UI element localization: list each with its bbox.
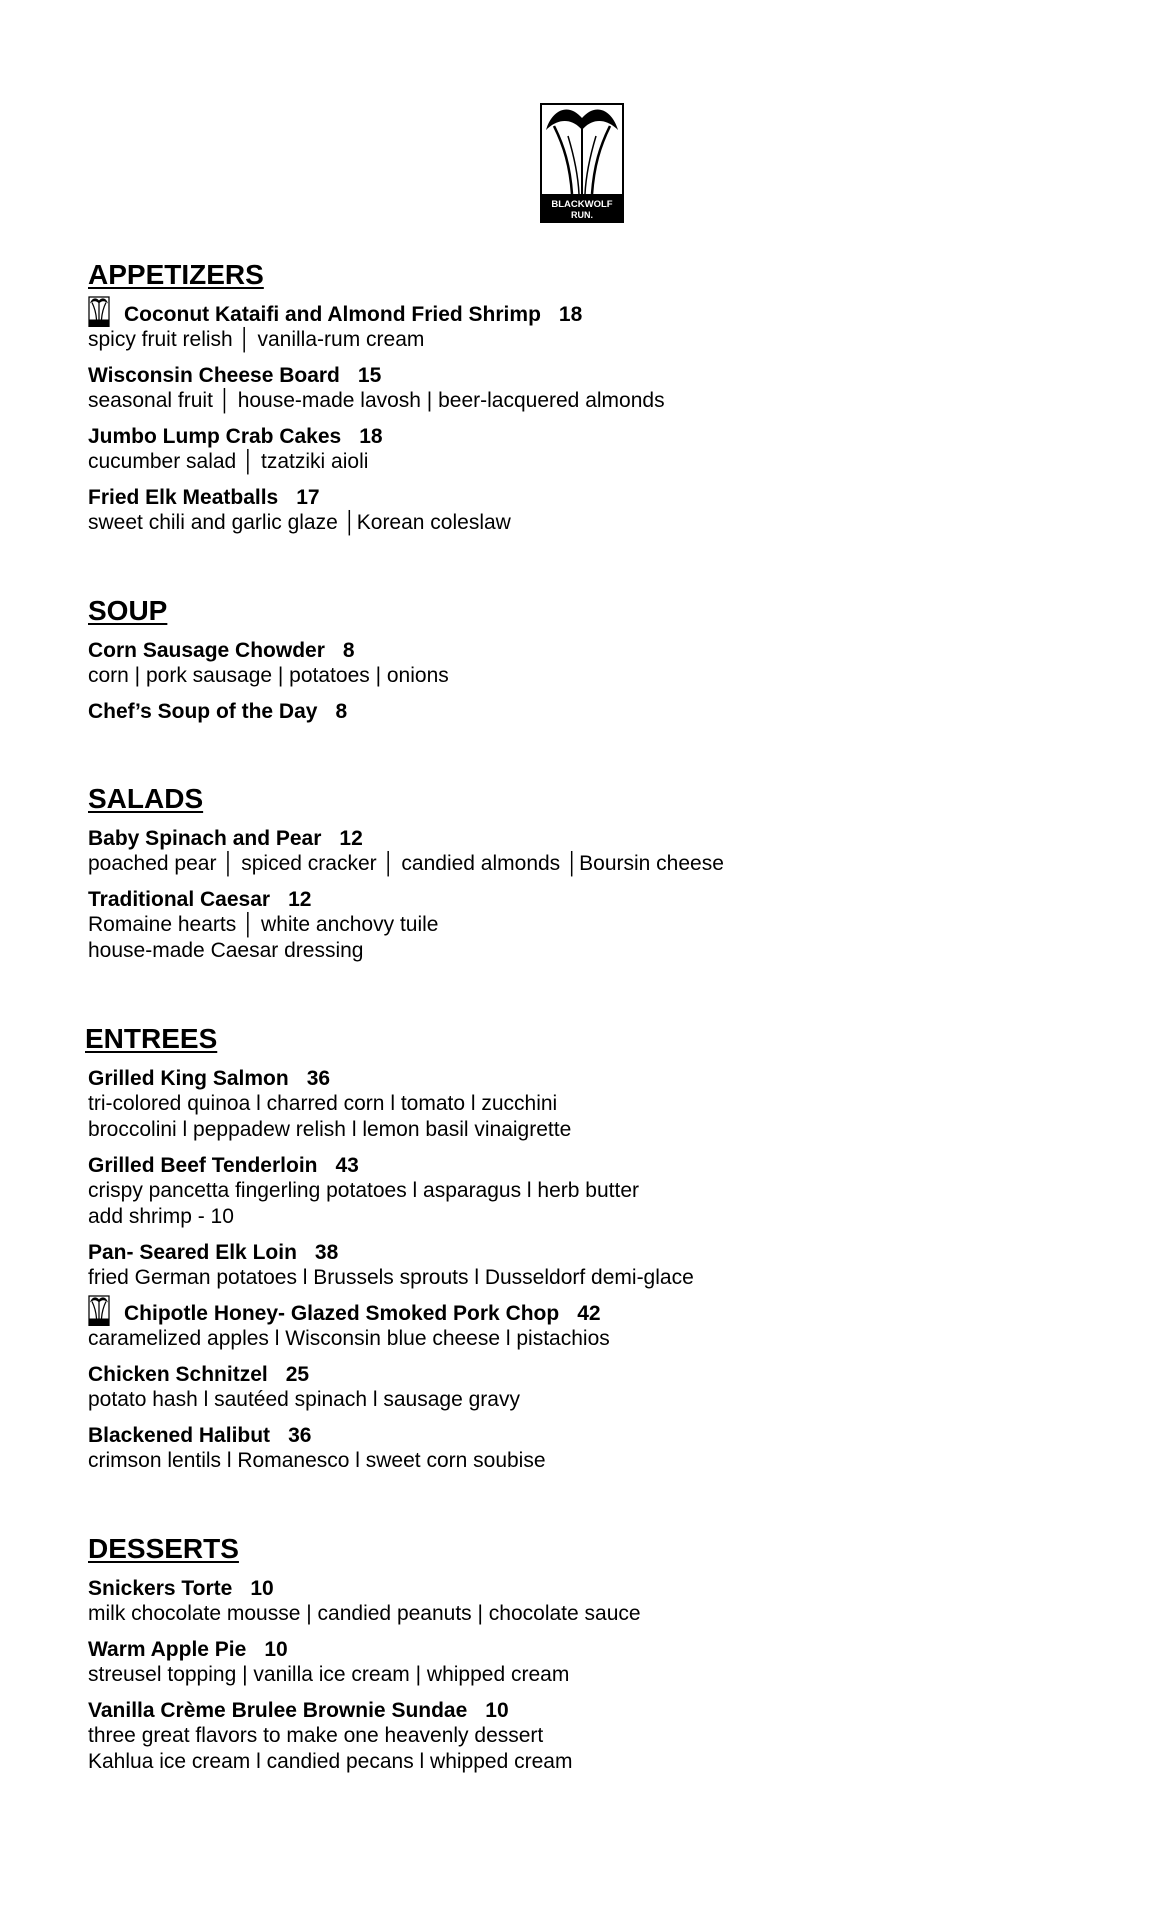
menu-item xyxy=(88,302,1088,353)
menu-item-price: 38 xyxy=(314,1241,339,1264)
menu-item-description: Kahlua ice cream l candied pecans l whipped cream xyxy=(88,1750,573,1773)
menu-item-name: Coconut Kataifi and Almond Fried Shrimp xyxy=(124,303,541,326)
menu-item-description: seasonal fruit │ house-made lavosh | beer-lacquered almonds xyxy=(88,389,665,412)
menu-item-name: Grilled Beef Tenderloin xyxy=(88,1154,318,1177)
menu-item-name: Pan- Seared Elk Loin xyxy=(88,1241,297,1264)
logo-brand-text: BLACKWOLF xyxy=(551,199,613,210)
menu-item-description: crimson lentils l Romanesco l sweet corn soubise xyxy=(88,1449,546,1472)
menu-item-description: poached pear │ spiced cracker │ candied almonds │Boursin cheese xyxy=(88,852,724,875)
menu-item-price: 8 xyxy=(335,700,348,723)
blackwolf-run-logo xyxy=(540,96,624,224)
menu-item xyxy=(88,485,1088,536)
menu-item-name: Chipotle Honey- Glazed Smoked Pork Chop xyxy=(124,1302,560,1325)
menu-item-description: add shrimp - 10 xyxy=(88,1205,234,1228)
menu-item xyxy=(88,363,1088,414)
menu-item-price: 36 xyxy=(288,1424,312,1447)
section-title: DESSERTS xyxy=(88,1533,239,1564)
section-salads xyxy=(88,782,1088,964)
menu-item-description: cucumber salad │ tzatziki aioli xyxy=(88,450,369,473)
menu-item-description: Romaine hearts │ white anchovy tuile xyxy=(88,913,439,936)
menu-item-price: 43 xyxy=(335,1154,359,1177)
menu-item xyxy=(88,1698,1088,1775)
signature-dish-logo-icon xyxy=(88,295,110,327)
menu-item-heading xyxy=(88,1423,1088,1448)
menu-item-heading xyxy=(88,485,1088,510)
menu-item xyxy=(88,1576,1088,1627)
menu-item-name: Corn Sausage Chowder xyxy=(88,639,325,662)
section-title: ENTREES xyxy=(85,1023,218,1054)
section-title: SALADS xyxy=(88,783,204,814)
menu-item-heading xyxy=(88,887,1088,912)
menu-item-description: milk chocolate mousse | candied peanuts | chocolate sauce xyxy=(88,1602,641,1625)
menu-item-name: Snickers Torte xyxy=(88,1577,233,1600)
section-appetizers xyxy=(88,258,1088,536)
menu-item-name: Chicken Schnitzel xyxy=(88,1363,268,1386)
menu-item xyxy=(88,424,1088,475)
section-soup xyxy=(88,594,1088,724)
menu-item-description: sweet chili and garlic glaze │Korean coleslaw xyxy=(88,511,511,534)
menu-item-name: Vanilla Crème Brulee Brownie Sundae xyxy=(88,1699,468,1722)
menu-item-heading xyxy=(88,424,1088,449)
menu-item-description: caramelized apples l Wisconsin blue cheese l pistachios xyxy=(88,1327,610,1350)
menu-item-heading xyxy=(88,638,1088,663)
logo-sub-text: RUN. xyxy=(571,210,593,220)
menu-item-heading xyxy=(88,1637,1088,1662)
menu-item xyxy=(88,1240,1088,1291)
menu-item-heading xyxy=(88,302,1088,327)
menu-item-price: 17 xyxy=(296,486,320,509)
menu-item xyxy=(88,1423,1088,1474)
menu-item-price: 15 xyxy=(357,364,382,387)
menu-item-price: 8 xyxy=(342,639,355,662)
menu-item xyxy=(88,826,1088,877)
menu-item-price: 10 xyxy=(264,1638,288,1661)
menu-item-name: Warm Apple Pie xyxy=(88,1638,247,1661)
menu-item-heading xyxy=(88,1153,1088,1178)
menu-item-heading xyxy=(88,1698,1088,1723)
section-desserts xyxy=(88,1532,1088,1775)
menu-item xyxy=(88,1066,1088,1143)
menu-item-name: Wisconsin Cheese Board xyxy=(88,364,340,387)
menu-item xyxy=(88,1153,1088,1230)
menu-item xyxy=(88,887,1088,964)
menu-item-price: 12 xyxy=(288,888,312,911)
menu-item-name: Chef’s Soup of the Day xyxy=(88,700,318,723)
menu-item-description: tri-colored quinoa l charred corn l tomato l zucchini xyxy=(88,1092,558,1115)
menu-item-name: Grilled King Salmon xyxy=(88,1067,289,1090)
menu-item-price: 36 xyxy=(306,1067,331,1090)
menu-item-price: 10 xyxy=(485,1699,509,1722)
menu-item xyxy=(88,638,1088,689)
menu-item-description: crispy pancetta fingerling potatoes l asparagus l herb butter xyxy=(88,1179,639,1202)
menu-item xyxy=(88,1637,1088,1688)
menu-item-heading xyxy=(88,1362,1088,1387)
menu-item-name: Fried Elk Meatballs xyxy=(88,486,279,509)
menu-item-description: corn | pork sausage | potatoes | onions xyxy=(88,664,449,687)
menu-item-price: 12 xyxy=(339,827,363,850)
menu-item-description: spicy fruit relish │ vanilla-rum cream xyxy=(88,328,425,351)
menu-item-price: 10 xyxy=(250,1577,274,1600)
signature-dish-logo-icon xyxy=(88,1294,110,1326)
menu-item-name: Jumbo Lump Crab Cakes xyxy=(88,425,342,448)
menu-item-name: Traditional Caesar xyxy=(88,888,271,911)
menu-item-description: broccolini l peppadew relish l lemon basil vinaigrette xyxy=(88,1118,572,1141)
menu-item-name: Blackened Halibut xyxy=(88,1424,271,1447)
menu-item-heading xyxy=(88,1576,1088,1601)
menu-item-name: Baby Spinach and Pear xyxy=(88,827,322,850)
menu-item-heading xyxy=(88,1240,1088,1265)
menu-item-heading xyxy=(88,363,1088,388)
menu-item-heading xyxy=(88,1301,1088,1326)
menu-item-description: three great flavors to make one heavenly dessert xyxy=(88,1724,544,1747)
menu-item xyxy=(88,699,1088,724)
section-entrees xyxy=(85,1022,1088,1474)
menu-item-heading xyxy=(88,699,1088,724)
menu-item-description: potato hash l sautéed spinach l sausage gravy xyxy=(88,1388,520,1411)
menu-item-price: 25 xyxy=(285,1363,310,1386)
menu-item-heading xyxy=(88,1066,1088,1091)
menu-item xyxy=(88,1362,1088,1413)
menu-item xyxy=(88,1301,1088,1352)
menu xyxy=(85,258,1088,1833)
menu-item-price: 42 xyxy=(577,1302,601,1325)
menu-item-description: house-made Caesar dressing xyxy=(88,939,364,962)
menu-item-price: 18 xyxy=(558,303,583,326)
section-title: SOUP xyxy=(88,595,168,626)
menu-item-price: 18 xyxy=(359,425,383,448)
menu-item-description: streusel topping | vanilla ice cream | whipped cream xyxy=(88,1663,570,1686)
menu-item-description: fried German potatoes l Brussels sprouts l Dusseldorf demi-glace xyxy=(88,1266,694,1289)
menu-item-heading xyxy=(88,826,1088,851)
section-title: APPETIZERS xyxy=(88,259,264,290)
